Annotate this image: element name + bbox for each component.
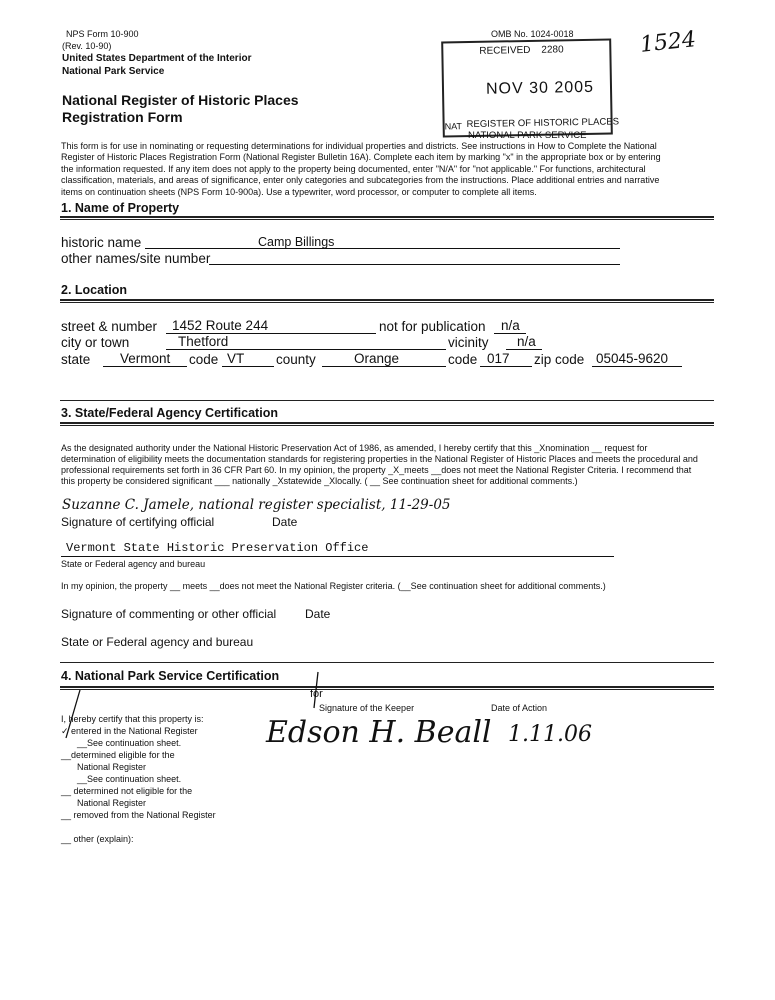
nps-item-entered[interactable]: ✓ entered in the National Register — [61, 726, 198, 736]
received-stamp — [441, 39, 620, 138]
nfp-label: not for publication — [379, 319, 486, 334]
county-code-line — [480, 366, 532, 367]
stamp-prefix: NAT — [444, 121, 463, 132]
state-code-line — [222, 366, 274, 367]
street-label: street & number — [61, 319, 158, 334]
section-4-heading: 4. National Park Service Certification — [61, 669, 280, 683]
section-1-heading: 1. Name of Property — [61, 201, 180, 215]
intro-line-1: This form is for use in nominating or requesting determinations for individual properties and districts. See instructions in How to Complete the National — [61, 141, 657, 151]
stamp-org-1: REGISTER OF HISTORIC PLACES — [466, 116, 620, 131]
vicinity-label: vicinity — [448, 335, 489, 350]
other-names-line — [209, 264, 620, 265]
section-3-top-rule — [60, 400, 714, 401]
nps-item-eligible[interactable]: __determined eligible for the — [61, 750, 175, 760]
street-value: 1452 Route 244 — [172, 318, 269, 333]
intro-line-2: Register of Historic Places Registration Form (National Register Bulletin 16A). Complete each item by marking "x" in the appropriate box or by entering — [61, 152, 661, 162]
city-value: Thetford — [178, 334, 229, 349]
certifying-signature: Suzanne C. Jamele, national register specialist, 11-29-05 — [62, 497, 451, 513]
historic-name-line — [145, 248, 620, 249]
service: National Park Service — [62, 66, 165, 77]
department: United States Department of the Interior — [62, 53, 252, 64]
nps-item-not-eligible-2: National Register — [77, 798, 147, 808]
form-title: National Register of Historic Places — [62, 92, 299, 108]
county-value: Orange — [354, 351, 400, 366]
county-code-label: code — [448, 352, 478, 367]
section-3-rule — [60, 422, 714, 424]
intro-line-5: items on continuation sheets (NPS Form 10-900a). Use a typewriter, word processor, or computer to complete all items. — [61, 187, 537, 197]
agency-value: Vermont State Historic Preservation Office — [66, 541, 369, 555]
form-number: NPS Form 10-900 — [66, 29, 139, 39]
county-code-value: 017 — [487, 351, 510, 366]
nps-item-removed[interactable]: __ removed from the National Register — [61, 810, 216, 820]
for-mark: for — [310, 688, 323, 700]
section-2-heading: 2. Location — [61, 283, 127, 297]
section-2-rule-2 — [60, 302, 714, 303]
intro-line-3: the information requested. If any item does not apply to the property being documented, enter "N/A" for "not applicable." For functions, architectural — [61, 164, 646, 174]
form-revision: (Rev. 10-90) — [62, 41, 112, 51]
keeper-signature: Edson H. Beall — [266, 715, 492, 750]
historic-name-label: historic name — [61, 235, 142, 250]
commenting-bureau-label: State or Federal agency and bureau — [61, 635, 254, 649]
zip-line — [592, 366, 682, 367]
nps-item-not-eligible[interactable]: __ determined not eligible for the — [61, 786, 193, 796]
certification-paragraph: As the designated authority under the National Historic Preservation Act of 1986, as amended, I hereby certify that this _Xnomination __ request for determination of eligibility meets the documentation standards for registering properties in the National Register of Historic Places and meets the procedural and professional requirements set forth in 36 CFR Part 60. In my opinion, the property _X_meets __does not meet the National Register Criteria. I recommend that this property be considered significant ___ nationally _Xstatewide _Xlocally. ( __ See continuation sheet for additional comments.) — [61, 443, 698, 486]
nfp-value: n/a — [501, 318, 520, 333]
reference-number: 1524 — [638, 27, 698, 58]
commenting-sig-label: Signature of commenting or other official — [61, 607, 277, 621]
section-3-heading: 3. State/Federal Agency Certification — [61, 406, 278, 420]
nps-item-other[interactable]: __ other (explain): — [61, 834, 134, 844]
opinion-paragraph: In my opinion, the property __ meets __does not meet the National Register criteria. (__See continuation sheet for additional comments.) — [61, 581, 606, 591]
stamp-number: 2280 — [541, 44, 564, 56]
city-label: city or town — [61, 335, 130, 350]
stamp-received: RECEIVED — [479, 44, 531, 57]
city-line — [166, 349, 446, 350]
state-label: state — [61, 352, 91, 367]
nps-intro: I, hereby certify that this property is: — [61, 714, 204, 724]
state-line — [103, 366, 187, 367]
state-code-label: code — [189, 352, 219, 367]
nps-item-eligible-2: National Register — [77, 762, 147, 772]
omb-number: OMB No. 1024-0018 — [491, 29, 574, 39]
historic-name-value: Camp Billings — [258, 235, 335, 249]
action-date-label: Date of Action — [491, 703, 548, 713]
section-2-rule — [60, 299, 714, 301]
certifying-sig-label: Signature of certifying official — [61, 515, 215, 529]
commenting-date-label: Date — [305, 607, 331, 621]
other-names-label: other names/site number — [61, 251, 211, 266]
county-label: county — [276, 352, 316, 367]
zip-label: zip code — [534, 352, 585, 367]
zip-value: 05045-9620 — [596, 351, 669, 366]
agency-line — [61, 556, 614, 557]
nps-item-continuation-1[interactable]: __See continuation sheet. — [77, 738, 182, 748]
section-1-rule — [60, 216, 714, 218]
vicinity-value: n/a — [517, 334, 536, 349]
keeper-label: Signature of the Keeper — [319, 703, 415, 713]
state-code-value: VT — [227, 351, 245, 366]
section-3-rule-2 — [60, 425, 714, 426]
section-1-rule-2 — [60, 219, 714, 220]
form-subtitle: Registration Form — [62, 109, 183, 125]
state-value: Vermont — [120, 351, 171, 366]
county-line — [322, 366, 446, 367]
nps-item-continuation-2[interactable]: __See continuation sheet. — [77, 774, 182, 784]
agency-label: State or Federal agency and bureau — [61, 559, 206, 569]
vicinity-line — [506, 349, 542, 350]
intro-line-4: classification, materials, and areas of significance, enter only categories and subcategories from the instructions. Place additional entries and narrative — [61, 175, 660, 185]
certifying-date-label: Date — [272, 515, 298, 529]
stamp-date: NOV 30 2005 — [485, 78, 595, 98]
action-date-value: 1.11.06 — [508, 722, 592, 747]
stamp-org-2: NATIONAL PARK SERVICE — [468, 130, 587, 141]
